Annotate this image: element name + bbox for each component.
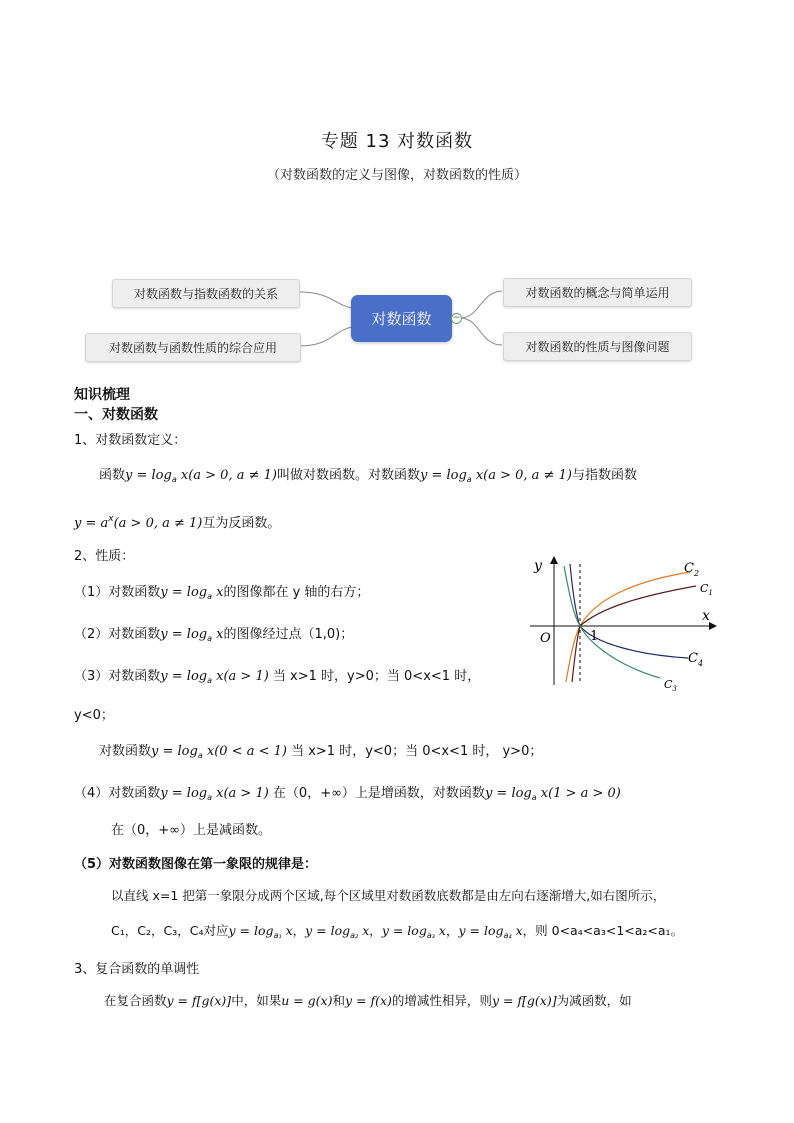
property-5-line2: C₁，C₂，C₃，C₄对应$y = \log_{a_1} x$，$y = \log_{a_2} x$，$y = \log_{a_3} x$，$y = \log_{a_4} x$，则 0<a₄<a₃<1<a₂<a₁。 (111, 923, 684, 940)
mindmap-node-relation[interactable]: 对数函数与指数函数的关系 (112, 279, 300, 308)
mindmap-node-properties[interactable]: 对数函数的性质与图像问题 (503, 332, 692, 361)
mindmap-center-node[interactable]: 对数函数 (351, 295, 452, 342)
x-label: x (702, 608, 710, 624)
log-curves-graph (520, 550, 730, 700)
property-4: （4）对数函数$y = \log_a x(a > 1)$ 在（0，+∞）上是增函数，对数函数$y = \log_a x(1 > a > 0)$ (74, 786, 621, 802)
mindmap-node-concept[interactable]: 对数函数的概念与简单运用 (503, 278, 692, 307)
item1-line2: $y = a^x(a > 0$, a ≠ 1)互为反函数。 (74, 514, 281, 531)
label-c2: $C_2$ (684, 561, 700, 578)
item3-title: 3、复合函数的单调性 (74, 962, 200, 977)
mindmap-node-application[interactable]: 对数函数与函数性质的综合应用 (85, 333, 301, 362)
property-4-line2: 在（0，+∞）上是减函数。 (111, 823, 271, 838)
property-5-line1: 以直线 x=1 把第一象限分成两个区域,每个区域里对数函数底数都是由左向右逐渐增大,如右图所示， (111, 888, 666, 903)
origin-label: O (540, 631, 551, 646)
item1-title: 1、对数函数定义： (74, 433, 187, 448)
property-3-line2: y<0； (74, 708, 114, 723)
curve-c4 (570, 564, 688, 658)
property-3: （3）对数函数$y = \log_a x(a > 1)$ 当 x>1 时，y>0；当 0<x<1 时， (74, 669, 481, 685)
section-heading: 知识梳理 (74, 387, 130, 403)
label-c4: $C_4$ (688, 651, 704, 668)
mindmap-collapse-icon[interactable]: − (452, 313, 461, 323)
label-c1: $C_1$ (700, 582, 713, 597)
label-c3: $C_3$ (664, 678, 677, 693)
property-3b: 对数函数$y = \log_a x(0 < a < 1)$ 当 x>1 时，y<0；当 0<x<1 时， y>0； (99, 744, 543, 760)
page-subtitle: （对数函数的定义与图像，对数函数的性质） (266, 168, 527, 183)
one-label: 1 (590, 629, 599, 644)
property-2: （2）对数函数$y = \log_a x$的图像经过点（1,0)； (74, 627, 354, 643)
item2-title: 2、性质： (74, 549, 135, 564)
section1-title: 一、对数函数 (74, 407, 158, 423)
item3-line: 在复合函数y = f[g(x)]中，如果u = g(x)和y = f(x)的增减性相异，则y = f[g(x)]为减函数，如 (104, 993, 632, 1008)
property-1: （1）对数函数$y = \log_a x$的图像都在 y 轴的右方； (74, 585, 370, 601)
property-5-title: （5）对数函数图像在第一象限的规律是： (74, 857, 318, 872)
item1-line1: 函数$y = \log_a x(a > 0$, a ≠ 1)叫做对数函数。对数函数$y = \log_a x(a > 0$, a ≠ 1)与指数函数 (99, 468, 637, 484)
y-label: y (534, 558, 542, 574)
page-title: 专题 13 对数函数 (320, 131, 474, 152)
